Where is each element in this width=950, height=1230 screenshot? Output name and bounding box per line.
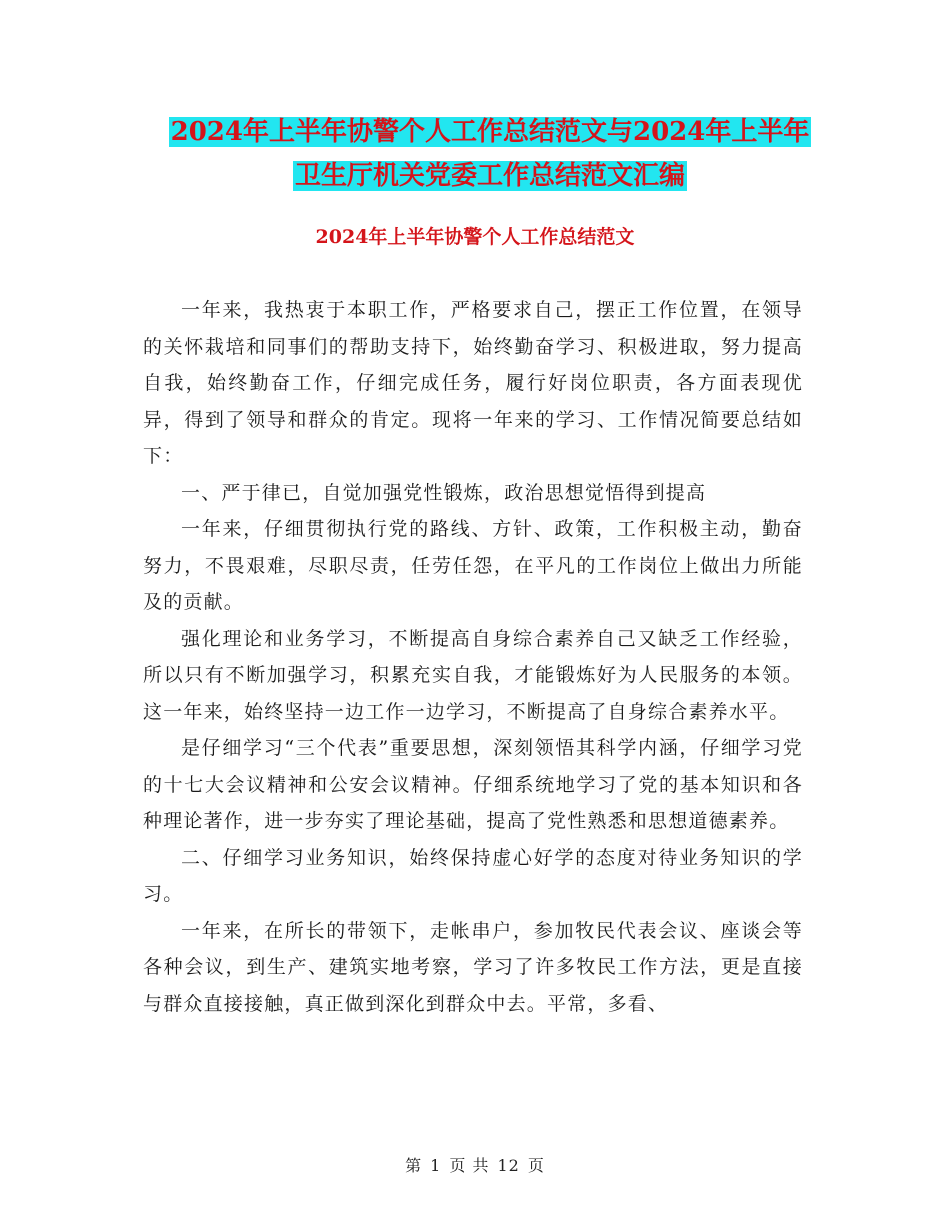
page-suffix: 页 — [527, 1156, 545, 1175]
paragraph: 二、仔细学习业务知识，始终保持虚心好学的态度对待业务知识的学习。 — [143, 846, 803, 905]
paragraph: 一年来，我热衷于本职工作，严格要求自己，摆正工作位置，在领导的关怀栽培和同事们的帮助支持下，始终勤奋学习、积极进取，努力提高自我，始终勤奋工作，仔细完成任务，履行好岗位职责，各方面表现优异，得到了领导和群众的肯定。现将一年来的学习、工作情况简要总结如下： — [143, 299, 803, 467]
paragraph: 是仔细学习“三个代表”重要思想，深刻领悟其科学内涵，仔细学习党的十七大会议精神和公安会议精神。仔细系统地学习了党的基本知识和各种理论著作，进一步夯实了理论基础，提高了党性熟悉和思想道德素养。 — [143, 737, 803, 832]
page-mid: 页 共 — [449, 1156, 490, 1175]
paragraph: 一、严于律已，自觉加强党性锻炼，政治思想觉悟得到提高 — [181, 481, 707, 504]
page-footer — [0, 1153, 950, 1176]
paragraph: 强化理论和业务学习，不断提高自身综合素养自己又缺乏工作经验，所以只有不断加强学习，积累充实自我，才能锻炼好为人民服务的本领。这一年来，始终坚持一边工作一边学习，不断提高了自身综合素养水平。 — [143, 627, 803, 723]
document-title — [140, 110, 840, 198]
total-pages-number: 12 — [497, 1156, 520, 1175]
title-line-2: 卫生厅机关党委工作总结范文汇编 — [294, 161, 685, 191]
paragraph: 一年来，仔细贯彻执行党的路线、方针、政策，工作积极主动，勤奋努力，不畏艰难，尽职尽责，任劳任怨，在平凡的工作岗位上做出力所能及的贡献。 — [143, 518, 803, 613]
paragraph: 一年来，在所长的带领下，走帐串户，参加牧民代表会议、座谈会等各种会议，到生产、建筑实地考察，学习了许多牧民工作方法，更是直接与群众直接接触，真正做到深化到群众中去。平常，多看、 — [143, 919, 803, 1015]
document-body — [143, 292, 803, 1022]
current-page-number: 1 — [430, 1156, 442, 1175]
section-title: 2024年上半年协警个人工作总结范文 — [315, 226, 635, 248]
page-prefix: 第 — [405, 1156, 423, 1175]
title-line-1: 2024年上半年协警个人工作总结范文与2024年上半年 — [170, 117, 810, 147]
